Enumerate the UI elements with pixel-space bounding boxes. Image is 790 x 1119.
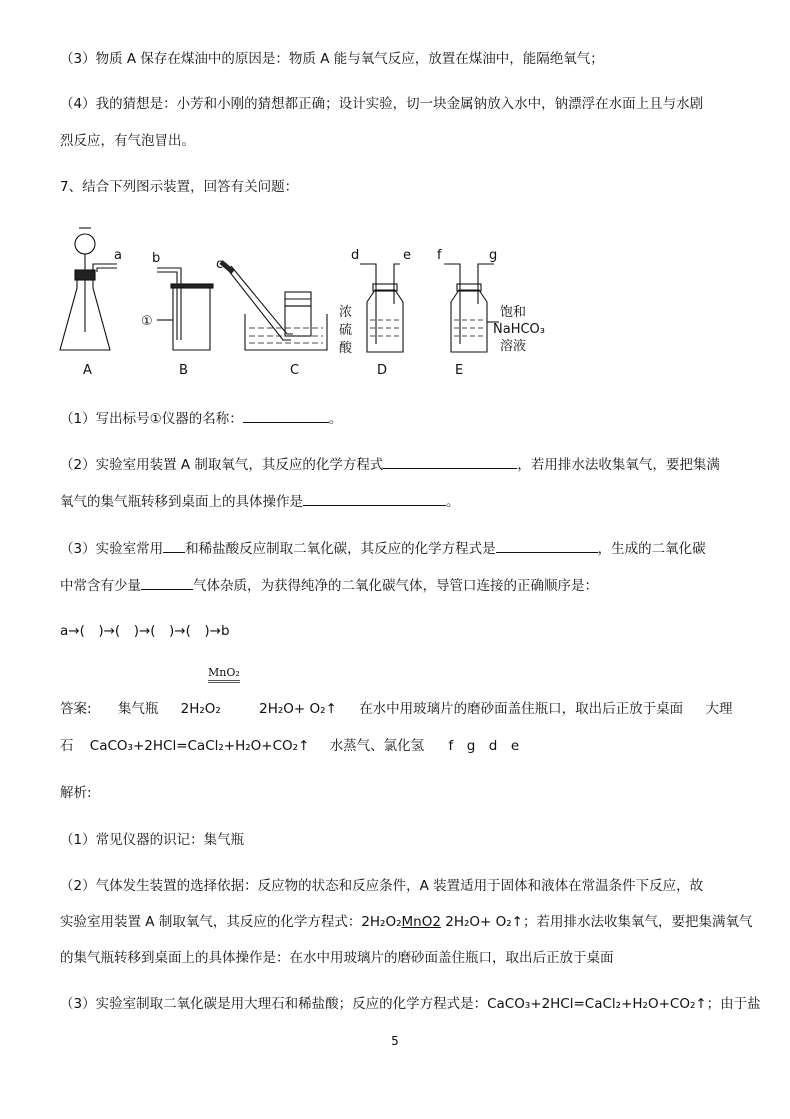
analysis-2-line1: （2）气体发生装置的选择依据：反应物的状态和反应条件，A 装置适用于固体和液体在常温条件下反应，故 <box>60 878 704 894</box>
blank <box>243 408 329 423</box>
analysis-1: （1）常见仪器的识记：集气瓶 <box>60 832 245 848</box>
port-b: b <box>152 251 161 266</box>
blank <box>383 454 517 469</box>
label-c: C <box>290 363 300 378</box>
port-f: f <box>437 248 442 263</box>
answer-line2: 石 CaCO₃+2HCl=CaCl₂+H₂O+CO₂↑ 水蒸气、氯化氢 f g d e <box>60 738 520 754</box>
blank <box>496 538 598 553</box>
label-d: D <box>377 363 388 378</box>
para-4-line2: 烈反应，有气泡冒出。 <box>60 133 195 149</box>
sub-question-3-line2: 中常含有少量 气体杂质，为获得纯净的二氧化碳气体，导管口连接的正确顺序是： <box>60 575 598 596</box>
question-7: 7、结合下列图示装置，回答有关问题： <box>60 179 299 195</box>
blank <box>141 575 193 590</box>
port-d: d <box>351 248 360 263</box>
sub-question-3-line1: （3）实验室常用 和稀盐酸反应制取二氧化碳，其反应的化学方程式是 ，生成的二氧化碳 <box>60 538 706 559</box>
sub-question-2-line1: （2）实验室用装置 A 制取氧气，其反应的化学方程式 ，若用排水法收集氧气，要把集满 <box>60 454 720 475</box>
d-liquid-1: 浓 <box>339 305 353 320</box>
page-number: 5 <box>391 1034 399 1048</box>
blank <box>303 491 446 506</box>
analysis-2-line3: 的集气瓶转移到桌面上的具体操作是：在水中用玻璃片的磨砂面盖住瓶口，取出后正放于桌面 <box>60 950 614 966</box>
para-3: （3）物质 A 保存在煤油中的原因是：物质 A 能与氧气反应，放置在煤油中，能隔绝氧气； <box>60 51 604 67</box>
sub-question-2-line2: 氧气的集气瓶转移到桌面上的具体操作是 。 <box>60 491 460 512</box>
para-4-line1: （4）我的猜想是：小芳和小刚的猜想都正确；设计实验，切一块金属钠放入水中，钠漂浮在水面上且与水剧 <box>60 96 704 112</box>
port-g: g <box>489 248 498 263</box>
sub-question-1: （1）写出标号①仪器的名称： 。 <box>60 408 342 429</box>
apparatus-figure <box>55 222 555 384</box>
d-liquid-2: 硫 <box>339 323 353 338</box>
blank <box>163 538 185 553</box>
label-e: E <box>455 363 464 378</box>
label-b: B <box>179 363 188 378</box>
answer-line1: 答案: 集气瓶 2H₂O₂ 2H₂O+ O₂↑ 在水中用玻璃片的磨砂面盖住瓶口，取出后正放于桌面 大理 <box>60 701 733 717</box>
analysis-2-line2: 实验室用装置 A 制取氧气，其反应的化学方程式：2H₂O₂MnO2 2H₂O+ O₂↑；若用排水法收集氧气，要把集满氧气 <box>60 914 753 930</box>
analysis-heading: 解析: <box>60 785 92 801</box>
label-a: A <box>83 363 92 378</box>
port-c: c <box>216 257 224 272</box>
port-e: e <box>403 248 411 263</box>
analysis-3: （3）实验室制取二氧化碳是用大理石和稀盐酸；反应的化学方程式是：CaCO₃+2HCl=CaCl₂+H₂O+CO₂↑；由于盐 <box>60 996 761 1012</box>
d-liquid-3: 酸 <box>339 341 353 356</box>
e-liquid-1: 饱和 <box>500 305 527 320</box>
port-a: a <box>114 248 122 263</box>
catalyst-label: MnO₂ <box>208 666 240 683</box>
sub-question-3-order: a→( )→( )→( )→( )→b <box>60 623 230 639</box>
circled-label: ① <box>141 314 153 329</box>
e-liquid-2: NaHCO₃ <box>493 322 545 337</box>
e-liquid-3: 溶液 <box>500 339 527 354</box>
